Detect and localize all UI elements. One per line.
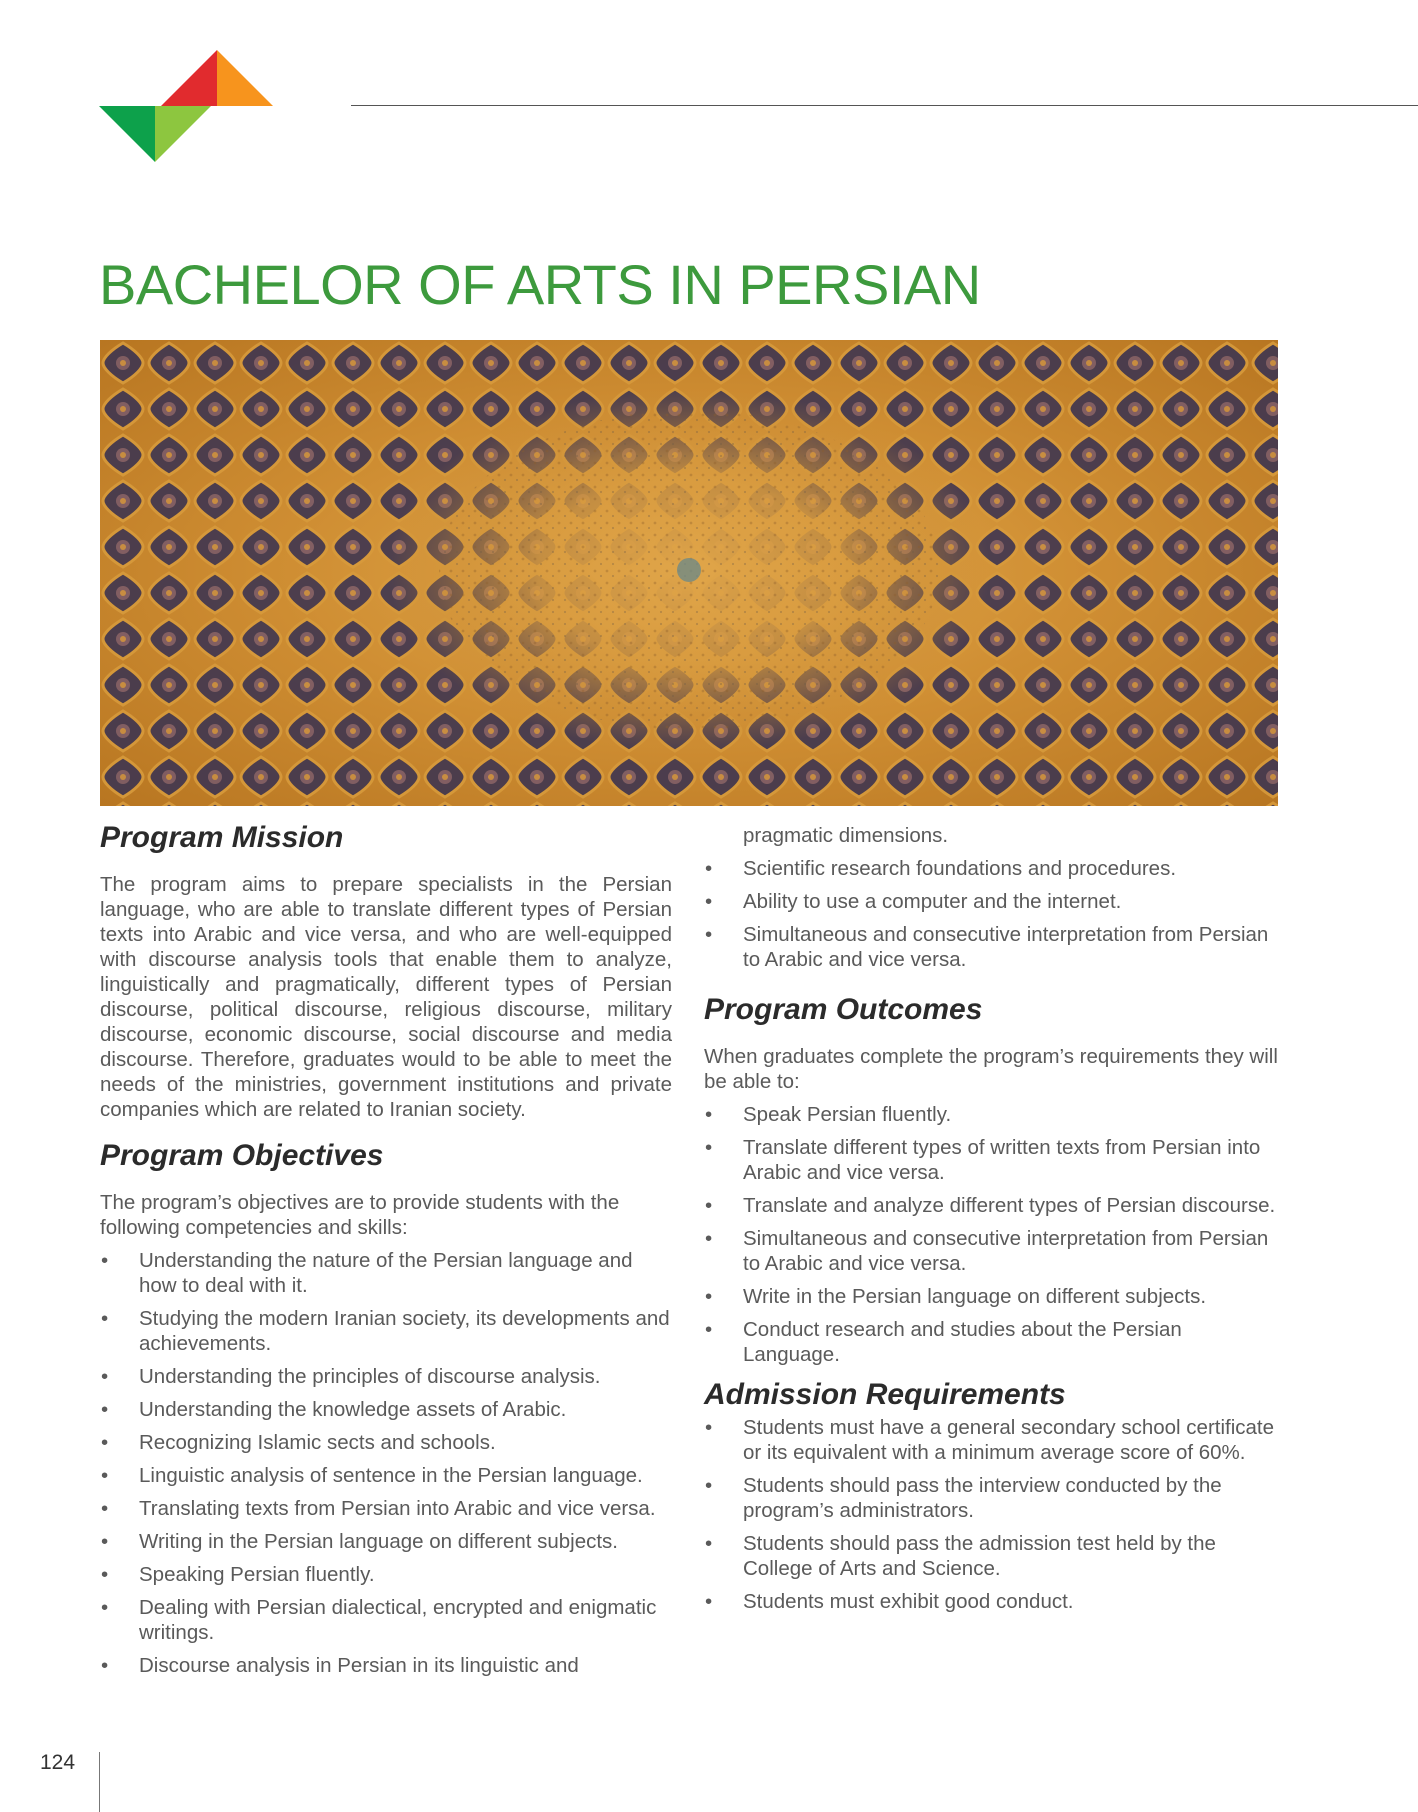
list-item: • Simultaneous and consecutive interpretation from Persian to Arabic and vice versa. (705, 1227, 1269, 1275)
list-item: • Simultaneous and consecutive interpretation from Persian to Arabic and vice versa. (705, 923, 1269, 971)
objectives-list (100, 1248, 672, 1678)
list-item: • Speak Persian fluently. (705, 1103, 952, 1126)
list-item: • Conduct research and studies about the Persian Language. (705, 1318, 1182, 1366)
list-item: • Dealing with Persian dialectical, encrypted and enigmatic writings. (101, 1596, 657, 1644)
left-column (100, 818, 672, 1686)
page-number: 124 (40, 1751, 76, 1774)
outcomes-heading: Program Outcomes (704, 993, 983, 1026)
list-item: • Students should pass the interview conducted by the program’s administrators. (705, 1474, 1222, 1522)
list-item: • Understanding the principles of discourse analysis. (101, 1365, 601, 1388)
list-item: • Translate different types of written texts from Persian into Arabic and vice versa. (705, 1136, 1261, 1184)
mission-text: The program aims to prepare specialists in the Persian language, who are able to translate different types of Persian texts into Arabic and vice versa, and who are well-equipped with discourse analysis tools that enable them to analyze, linguistically and pragmatically, different types of Persian discourse, political discourse, religious discourse, military discourse, economic discourse, social discourse and media discourse. Therefore, graduates would to be able to meet the needs of the ministries, government institutions and private companies which are related to Iranian society. (100, 873, 672, 1121)
list-item: • Recognizing Islamic sects and schools. (101, 1431, 496, 1454)
objectives-intro: The program’s objectives are to provide students with the following competencies and skills: (100, 1191, 620, 1239)
list-item: • Writing in the Persian language on different subjects. (101, 1530, 619, 1553)
list-item: • Linguistic analysis of sentence in the Persian language. (101, 1464, 643, 1487)
list-item: • Understanding the knowledge assets of Arabic. (101, 1398, 567, 1421)
list-item: • Write in the Persian language on different subjects. (705, 1285, 1207, 1308)
list-item: • Translate and analyze different types of Persian discourse. (705, 1194, 1276, 1217)
mission-heading: Program Mission (100, 821, 344, 854)
university-logo-triangles (99, 50, 335, 162)
admission-list (704, 1415, 1284, 1614)
footer-rule (99, 1752, 100, 1812)
list-item: • Studying the modern Iranian society, its developments and achievements. (101, 1307, 670, 1355)
header-rule (351, 105, 1418, 106)
list-item: • Students must have a general secondary school certificate or its equivalent with a minimum average score of 60%. (705, 1416, 1275, 1464)
admission-heading: Admission Requirements (704, 1378, 1066, 1411)
list-item: • Speaking Persian fluently. (101, 1563, 375, 1586)
list-item: • Translating texts from Persian into Arabic and vice versa. (101, 1497, 656, 1520)
list-item: • Discourse analysis in Persian in its linguistic and (101, 1654, 579, 1677)
outcomes-intro: When graduates complete the program’s requirements they will be able to: (704, 1045, 1278, 1093)
list-item: • Students must exhibit good conduct. (705, 1590, 1074, 1613)
persian-dome-mosaic-image (100, 340, 1278, 806)
list-item: pragmatic dimensions. (743, 824, 949, 847)
page-title: BACHELOR OF ARTS IN PERSIAN (99, 253, 981, 316)
right-column (704, 823, 1284, 1622)
list-item: • Ability to use a computer and the internet. (705, 890, 1122, 913)
objectives-list-continued (704, 823, 1284, 972)
objectives-heading: Program Objectives (100, 1139, 384, 1172)
list-item: • Understanding the nature of the Persian language and how to deal with it. (101, 1249, 633, 1297)
list-item: • Students should pass the admission test held by the College of Arts and Science. (705, 1532, 1216, 1580)
outcomes-list (704, 1102, 1284, 1367)
list-item: • Scientific research foundations and procedures. (705, 857, 1177, 880)
